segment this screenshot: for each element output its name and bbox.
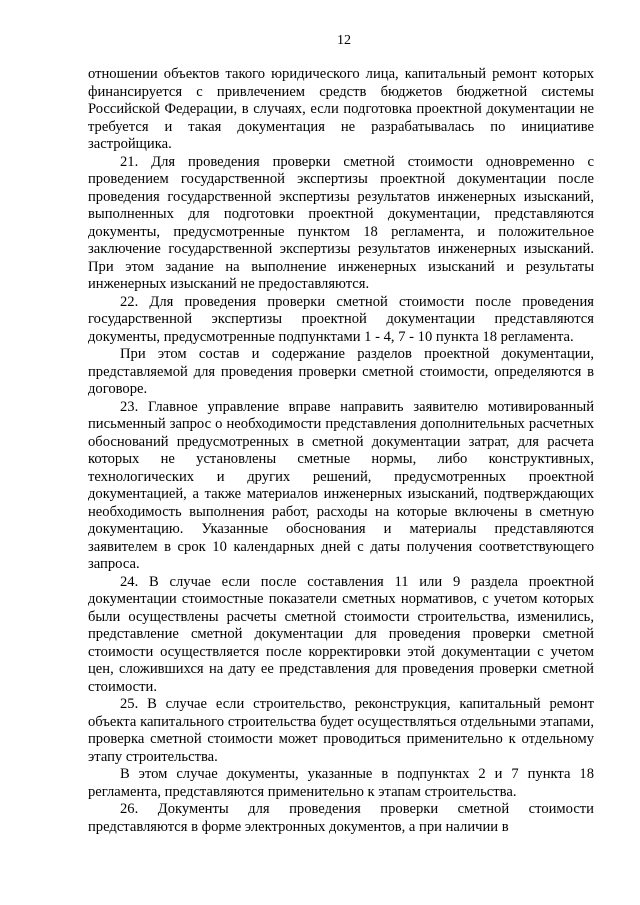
paragraph-25: 25. В случае если строительство, реконструкция, капитальный ремонт объекта капитального строительства будет осуществляться отдельными этапами, проверка сметной стоимости может проводиться применительно к отдельному этапу строительства. — [88, 696, 594, 765]
paragraph-continuation: отношении объектов такого юридического лица, капитальный ремонт которых финансируется с привлечением средств бюджетов бюджетной системы Российской Федерации, в случаях, если подготовка проектной документации не требуется и такая документация не разрабатывалась по инициативе застройщика. — [88, 66, 594, 152]
paragraph-24: 24. В случае если после составления 11 или 9 раздела проектной документации стоимостные показатели сметных нормативов, с учетом которых были осуществлены расчеты сметной стоимости строительства, изменились, представление сметной документации для проведения проверки сметной стоимости осуществляется после корректировки этой документации с учетом цен, сложившихся на дату ее представления для проведения проверки сметной стоимости. — [88, 573, 594, 695]
paragraph-22: 22. Для проведения проверки сметной стоимости после проведения государственной экспертизы проектной документации представляются документы, предусмотренные подпунктами 1 - 4, 7 - 10 пункта 18 регламента. — [88, 293, 594, 345]
page-number: 12 — [337, 33, 351, 48]
paragraph-25-note: В этом случае документы, указанные в подпунктах 2 и 7 пункта 18 регламента, представляются применительно к этапам строительства. — [88, 766, 594, 800]
paragraph-22-note: При этом состав и содержание разделов проектной документации, представляемой для проведения проверки сметной стоимости, определяются в договоре. — [88, 346, 594, 397]
paragraph-26: 26. Документы для проведения проверки сметной стоимости представляются в форме электронных документов, а при наличии в — [88, 801, 594, 835]
paragraph-23: 23. Главное управление вправе направить заявителю мотивированный письменный запрос о необходимости представления дополнительных расчетных обоснований предусмотренных в сметной документации затрат, для расчета которых не установлены сметные нормы, либо конструктивных, технологических и других решений, предусмотренных проектной документацией, а также материалов инженерных изысканий, подтверждающих необходимость выполнения работ, расходы на которые включены в сметную документацию. Указанные обоснования и материалы представляются заявителем в срок 10 календарных дней с даты получения соответствующего запроса. — [88, 398, 594, 572]
paragraph-21: 21. Для проведения проверки сметной стоимости одновременно с проведением государственной экспертизы проектной документации после проведения государственной экспертизы результатов инженерных изысканий, выполненных для подготовки проектной документации, представляются документы, предусмотренные пунктом 18 регламента, и положительное заключение государственной экспертизы результатов инженерных изысканий. При этом задание на выполнение инженерных изысканий и результаты инженерных изысканий не предоставляются. — [88, 153, 594, 292]
